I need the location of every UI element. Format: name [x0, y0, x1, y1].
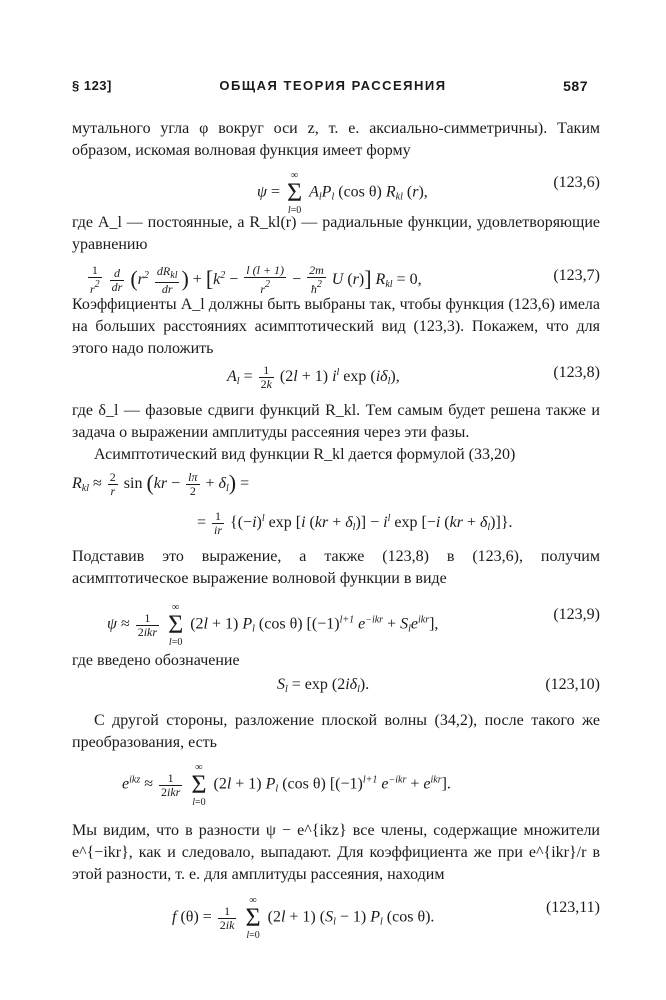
paragraph-9: Мы видим, что в разности ψ − e^{ikz} все члены, содержащие множители e^{−ikr}, как и следовало, выпадают. Для коэффициента же при e^{ikr}/r в этой разности, т. е. для амплитуды рассеяния, находим	[72, 822, 600, 883]
equation-number: (123,7)	[553, 267, 600, 284]
equation-123-7: $\frac{1}{r^2}$ $\frac{d}{dr}$ ($r^2$ $\frac{dR_{kl}}{dr}$ ) + [$k^2$ − $\frac{l (l + 1)}{r^2}$ − $\frac{2m}{ħ^2}$ U (r)] $R_{kl} = 0$, (123,7)	[90, 263, 600, 297]
page-number: 587	[563, 78, 588, 94]
equation-number: (123,8)	[553, 364, 600, 381]
equation-123-11: f (θ) = $\frac{1}{2ik}$ ∞ Σ l=0 (2l + 1) $(S_l - 1)$ $P_l$ (cos θ). (123,11)	[172, 895, 600, 941]
equation-number: (123,9)	[553, 606, 600, 623]
equation-123-9: ψ ≈ $\frac{1}{\text{2ikr}}$ ∞ Σ l=0 (2l + 1) $P_l$ (cos θ) [$(-1)^{l+1}$ $e^{-ikr} + S_le^{ikr}$], (123,9)	[107, 602, 600, 648]
equation-123-6: ψ = ∞ Σ l=0 $A_lP_l$ (cos θ) $R_{kl}$ (r), (123,6)	[257, 170, 600, 216]
equation-number: (123,6)	[553, 174, 600, 191]
equation-asymptotic-1: $R_{kl}$ ≈ $\frac{2}{r}$ sin (kr − $\frac{l\pi}{2}$ + $\delta_l$) =	[72, 469, 250, 498]
equation-123-10: $S_l = \exp (2i\delta_l)$. (123,10)	[72, 672, 600, 698]
running-title: ОБЩАЯ ТЕОРИЯ РАССЕЯНИЯ	[219, 78, 447, 93]
section-number: § 123]	[72, 78, 112, 93]
paragraph-7: где введено обозначение	[72, 652, 240, 669]
paragraph-6: Подставив это выражение, а также (123,8) в (123,6), получим асимптотическое выражение волновой функции в виде	[72, 548, 600, 587]
equation-asymptotic-2: = $\frac{1}{ir}$ {$(-i)^l$ exp [i $(kr + \delta_l)] - i^l$ exp [−i $(kr + \delta_l)$]}.	[197, 508, 513, 537]
paragraph-1: мутального угла φ вокруг оси z, т. е. аксиально-симметричны). Таким образом, искомая волновая функция имеет форму	[72, 120, 600, 159]
paragraph-4: где δ_l — фазовые сдвиги функций R_kl. Тем самым будет решена также и задача о выражении амплитуды рассеяния через эти фазы.	[72, 402, 600, 441]
equation-number: (123,11)	[545, 899, 600, 916]
equation-number: (123,10)	[545, 676, 600, 693]
paragraph-8: С другой стороны, разложение плоской волны (34,2), после такого же преобразования, есть	[72, 712, 600, 751]
paragraph-5: Асимптотический вид функции R_kl дается формулой (33,20)	[94, 446, 516, 463]
equation-plane-wave: $e^{ikz}$ ≈ $\frac{1}{\text{2ikr}}$ ∞ Σ l=0 (2l + 1) $P_l$ (cos θ) [$(-1)^{l+1}$ $e^{-ikr} + e^{ikr}$].	[122, 762, 451, 808]
paragraph-2: где A_l — постоянные, а R_kl(r) — радиальные функции, удовлетворяющие уравнению	[72, 214, 600, 253]
equation-123-8: $A_l$ = $\frac{1}{2k}$ (2l + 1) $i^l$ $\exp (i\delta_l)$, (123,8)	[72, 360, 600, 386]
paragraph-3: Коэффициенты A_l должны быть выбраны так, чтобы функция (123,6) имела на больших расстояниях асимптотический вид (123,3). Покажем, что для этого надо положить	[72, 296, 600, 357]
